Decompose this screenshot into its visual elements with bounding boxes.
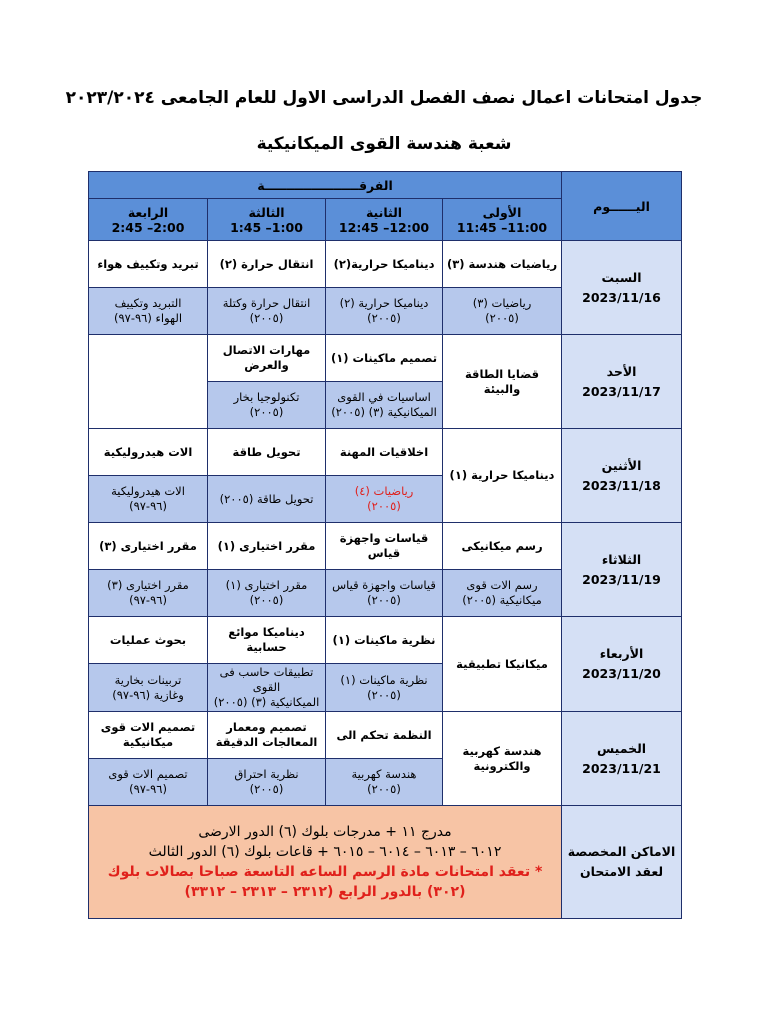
exam-cell-y4-regular: تصميم الات قوى ميكانيكية [89,712,208,759]
places-line-1: مدرج ١١ + مدرجات بلوك (٦) الدور الارضى [198,824,452,840]
exam-cell-y3-legacy: انتقال حرارة وكتلة (٢٠٠٥) [208,288,326,335]
exam-cell-y2-legacy: هندسة كهربية (٢٠٠٥) [326,759,443,806]
day-name: الأحد [606,363,637,379]
exam-cell-y3-legacy: تكنولوجيا بخار (٢٠٠٥) [208,382,326,429]
group-header: الفرقــــــــــــــــــــــة [89,172,562,199]
year-header-1: الأولى 11:45 –11:00 [443,199,562,241]
places-label: الاماكن المخصصة لعقد الامتحان [562,806,682,919]
places-row [89,806,682,919]
day-date: 2023/11/21 [582,760,661,776]
places-line-2: ٦٠١٢ – ٦٠١٣ – ٦٠١٤ – ٦٠١٥ + قاعات بلوك (٦) الدور الثالث [148,844,502,860]
exam-cell-y4-legacy: التبريد وتكييف الهواء (٩٦-٩٧) [89,288,208,335]
exam-cell-y3-regular: تصميم ومعمار المعالجات الدقيقة [208,712,326,759]
exam-cell-y3-regular: ديناميكا موائع حسابية [208,617,326,664]
day-cell [562,523,682,617]
exam-cell-y4-legacy: مقرر اختيارى (٣) (٩٦-٩٧) [89,570,208,617]
exam-cell-y2-regular: تصميم ماكينات (١) [326,335,443,382]
exam-cell-y3-regular: مهارات الاتصال والعرض [208,335,326,382]
exam-cell-y2-regular: النظمة تحكم الى [326,712,443,759]
exam-cell-y1: هندسة كهربية والكترونية [443,712,562,806]
exam-cell-y3-regular: تحويل طاقة [208,429,326,476]
day-row-upper [89,617,682,664]
day-row-upper [89,429,682,476]
exam-cell-y3-legacy: تحويل طاقة (٢٠٠٥) [208,476,326,523]
day-name: الخميس [596,740,647,756]
exam-cell-y4 [89,335,208,429]
exam-cell-y2-legacy: نظرية ماكينات (١) (٢٠٠٥) [326,664,443,712]
days-body [89,241,682,806]
exam-cell-y2-legacy: رياضيات (٤) (٢٠٠٥) [326,476,443,523]
exam-cell-y1-regular: رياضيات هندسة (٣) [443,241,562,288]
day-cell [562,617,682,712]
places-note-line-2: (٣٠٢) بالدور الرابع (٢٣١٢ – ٢٣١٣ – ٣٣١٢) [184,884,466,900]
exam-cell-y4-legacy: تصميم الات قوى (٩٦-٩٧) [89,759,208,806]
exam-cell-y3-regular: انتقال حرارة (٢) [208,241,326,288]
exam-cell-y1-legacy: رياضيات (٣) (٢٠٠٥) [443,288,562,335]
exam-cell-y1-regular: رسم ميكانيكى [443,523,562,570]
page-title: جدول امتحانات اعمال نصف الفصل الدراسى الاول للعام الجامعى ٢٠٢٣/٢٠٢٤ [65,88,703,108]
day-row-upper [89,241,682,288]
exam-cell-y2-legacy: قياسات واجهزة قياس (٢٠٠٥) [326,570,443,617]
exam-schedule-table [88,171,682,919]
day-date: 2023/11/19 [582,571,661,587]
exam-cell-y3-legacy: نظرية احتراق (٢٠٠٥) [208,759,326,806]
exam-cell-y4-regular: بحوث عمليات [89,617,208,664]
year-header-3: الثالثة 1:45 –1:00 [208,199,326,241]
day-cell [562,335,682,429]
day-name: الثلاثاء [601,551,642,567]
exam-cell-y3-legacy: مقرر اختيارى (١) (٢٠٠٥) [208,570,326,617]
places-cell [89,806,562,919]
exam-cell-y2-regular: قياسات واجهزة قياس [326,523,443,570]
exam-cell-y2-regular: اخلاقيات المهنة [326,429,443,476]
year-header-2: الثانية 12:45 –12:00 [326,199,443,241]
day-cell [562,712,682,806]
exam-cell-y1-legacy: رسم الات قوى ميكانيكية (٢٠٠٥) [443,570,562,617]
day-name: الأربعاء [599,646,644,661]
page-subtitle: شعبة هندسة القوى الميكانيكية [256,134,512,154]
exam-cell-y4-regular: مقرر اختيارى (٣) [89,523,208,570]
exam-cell-y1: ديناميكا حرارية (١) [443,429,562,523]
day-date: 2023/11/18 [582,477,661,493]
year-header-4: الرابعة 2:45 –2:00 [89,199,208,241]
day-date: 2023/11/16 [582,289,661,305]
day-date: 2023/11/20 [582,666,661,681]
day-column-header: اليــــــوم [562,172,682,241]
day-row-upper [89,335,682,382]
exam-cell-y4-legacy: الات هيدروليكية (٩٦-٩٧) [89,476,208,523]
exam-cell-y3-legacy: تطبيقات حاسب فى القوى الميكانيكية (٣) (٢٠٠٥) [208,664,326,712]
day-row-upper [89,712,682,759]
day-cell [562,429,682,523]
exam-cell-y3-regular: مقرر اختيارى (١) [208,523,326,570]
exam-cell-y2-legacy: ديناميكا حرارية (٢) (٢٠٠٥) [326,288,443,335]
exam-cell-y2-regular: ديناميكا حرارية(٢) [326,241,443,288]
exam-cell-y2-legacy: اساسيات في القوى الميكانيكية (٣) (٢٠٠٥) [326,382,443,429]
day-row-upper [89,523,682,570]
exam-cell-y2-regular: نظرية ماكينات (١) [326,617,443,664]
exam-cell-y1: قضايا الطاقة والبيئة [443,335,562,429]
exam-cell-y4-regular: تبريد وتكييف هواء [89,241,208,288]
exam-cell-y4-regular: الات هيدروليكية [89,429,208,476]
day-name: الأثنين [601,457,642,473]
day-cell [562,241,682,335]
exam-cell-y4-legacy: تربينات بخارية وغازية (٩٦-٩٧) [89,664,208,712]
places-note-line-1: * تعقد امتحانات مادة الرسم الساعه التاسعة صباحا بصالات بلوك [107,864,543,880]
day-name: السبت [601,269,642,285]
exam-cell-y1: ميكانيكا تطبيقية [443,617,562,712]
day-date: 2023/11/17 [582,383,661,399]
